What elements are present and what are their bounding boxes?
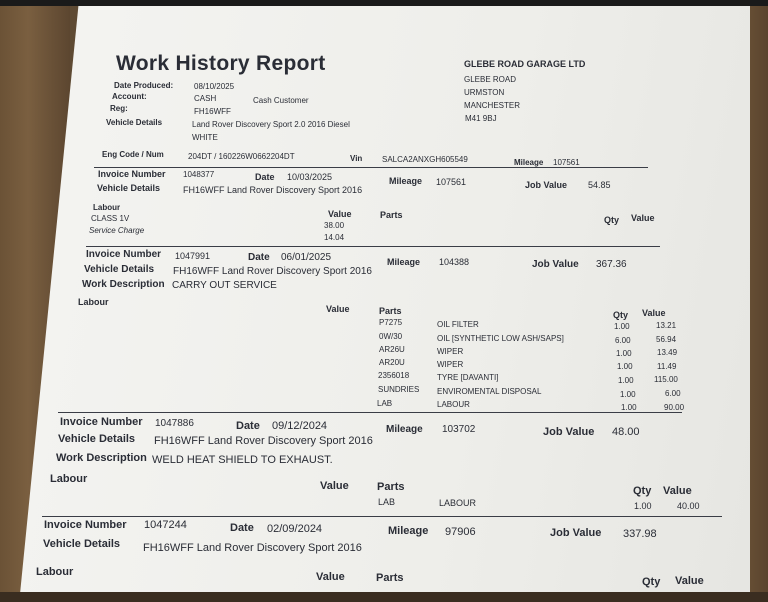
part-desc: OIL FILTER xyxy=(437,320,479,329)
part-code: AR26U xyxy=(379,345,405,354)
invoice-2-job-value: 367.36 xyxy=(596,259,627,270)
invoice-3-date-label: Date xyxy=(236,420,260,432)
part-code: SUNDRIES xyxy=(378,385,420,394)
invoice-1-number: 1048377 xyxy=(183,170,215,179)
invoice-3-labour-label: Labour xyxy=(50,473,88,485)
part-code: P7275 xyxy=(379,318,403,327)
garage-address-line3: MANCHESTER xyxy=(464,101,521,110)
invoice-4-vehicle-label: Vehicle Details xyxy=(43,538,121,550)
invoice-3-number: 1047886 xyxy=(155,418,194,429)
part-qty: 1.00 xyxy=(620,390,636,399)
invoice-3-part-value: 40.00 xyxy=(677,501,700,511)
invoice-3-work-desc: WELD HEAT SHIELD TO EXHAUST. xyxy=(152,454,333,466)
invoice-1-labour-label: Labour xyxy=(93,203,121,212)
part-code: 0W/30 xyxy=(379,332,403,341)
invoice-2-date: 06/01/2025 xyxy=(281,252,332,263)
bottom-bar xyxy=(0,592,768,602)
report-title: Work History Report xyxy=(116,52,326,75)
invoice-2-rule xyxy=(86,246,660,247)
part-code: 2356018 xyxy=(378,371,410,380)
invoice-3-mileage-label: Mileage xyxy=(386,424,423,435)
invoice-2-parts-header: Parts xyxy=(379,306,402,316)
invoice-2-number-label: Invoice Number xyxy=(86,249,162,260)
invoice-3-number-label: Invoice Number xyxy=(60,416,143,428)
invoice-3-job-value-label: Job Value xyxy=(543,426,595,438)
invoice-1-job-value-label: Job Value xyxy=(525,180,568,190)
invoice-3-part-qty: 1.00 xyxy=(634,501,652,511)
invoice-2-vehicle-label: Vehicle Details xyxy=(84,264,155,275)
part-qty: 1.00 xyxy=(616,349,632,358)
vin-label: Vin xyxy=(350,154,363,163)
invoice-4-date: 02/09/2024 xyxy=(267,523,323,535)
invoice-2-vehicle: FH16WFF Land Rover Discovery Sport 2016 xyxy=(173,266,372,277)
part-desc: WIPER xyxy=(437,347,464,356)
invoice-3-part-code: LAB xyxy=(378,497,396,507)
invoice-3-part-desc: LABOUR xyxy=(439,498,477,508)
eng-code-label: Eng Code / Num xyxy=(102,150,164,159)
invoice-4-mileage: 97906 xyxy=(445,526,476,538)
part-value: 6.00 xyxy=(665,389,681,398)
invoice-1-number-label: Invoice Number xyxy=(98,169,166,179)
part-value: 13.49 xyxy=(657,348,678,357)
part-qty: 1.00 xyxy=(614,322,630,331)
part-code: AR20U xyxy=(379,358,405,367)
part-qty: 1.00 xyxy=(618,376,634,385)
part-desc: TYRE [DAVANTI] xyxy=(437,373,499,382)
part-value: 13.21 xyxy=(656,321,677,330)
invoice-4-rule xyxy=(42,516,722,517)
date-produced-label: Date Produced: xyxy=(114,81,174,90)
invoice-3-value-header: Value xyxy=(320,480,349,492)
part-value: 56.94 xyxy=(656,335,677,344)
garage-address-line2: URMSTON xyxy=(464,88,505,97)
invoice-1-parts-header: Parts xyxy=(380,210,403,220)
invoice-4-mileage-label: Mileage xyxy=(388,525,429,537)
invoice-4-qty-header: Qty xyxy=(642,576,661,588)
invoice-1-job-value: 54.85 xyxy=(588,180,611,190)
part-qty: 6.00 xyxy=(615,336,631,345)
invoice-3-work-desc-label: Work Description xyxy=(56,452,147,464)
invoice-1-labour-value: 38.00 xyxy=(324,221,345,230)
invoice-1-mileage: 107561 xyxy=(436,177,467,187)
invoice-2-qty-header: Qty xyxy=(613,310,629,320)
invoice-1-vehicle-label: Vehicle Details xyxy=(97,183,161,193)
invoice-3-qty-header: Qty xyxy=(633,485,652,497)
invoice-1-date: 10/03/2025 xyxy=(287,172,333,182)
part-value: 90.00 xyxy=(664,403,685,412)
garage-address-line1: GLEBE ROAD xyxy=(464,75,517,84)
invoice-2-job-value-label: Job Value xyxy=(532,259,579,270)
invoice-3-mileage: 103702 xyxy=(442,424,476,435)
part-desc: OIL [SYNTHETIC LOW ASH/SAPS] xyxy=(437,334,564,343)
account-value: CASH xyxy=(194,94,217,103)
invoice-4-number-label: Invoice Number xyxy=(44,519,127,531)
invoice-4-labour-label: Labour xyxy=(36,566,74,578)
invoice-4-date-label: Date xyxy=(230,522,254,534)
reg-value: FH16WFF xyxy=(194,107,231,116)
invoice-1-date-label: Date xyxy=(255,172,275,182)
invoice-2-labour-label: Labour xyxy=(78,297,109,307)
invoice-1-vehicle: FH16WFF Land Rover Discovery Sport 2016 xyxy=(183,185,363,195)
invoice-1-value-col-header: Value xyxy=(631,213,655,223)
header-mileage-value: 107561 xyxy=(553,158,580,167)
invoice-3-vehicle: FH16WFF Land Rover Discovery Sport 2016 xyxy=(154,435,373,447)
invoice-3-parts-header: Parts xyxy=(377,481,405,493)
vehicle-colour: WHITE xyxy=(192,133,218,142)
part-code: LAB xyxy=(377,399,393,408)
invoice-2-work-desc-label: Work Description xyxy=(82,279,165,290)
part-qty: 1.00 xyxy=(621,403,637,412)
invoice-1-labour-value2: 14.04 xyxy=(324,233,345,242)
garage-name: GLEBE ROAD GARAGE LTD xyxy=(464,59,586,69)
invoice-3-vehicle-label: Vehicle Details xyxy=(58,433,136,445)
invoice-4-vehicle: FH16WFF Land Rover Discovery Sport 2016 xyxy=(143,542,362,554)
invoice-1-rule xyxy=(94,167,648,168)
invoice-4-number: 1047244 xyxy=(144,519,187,531)
part-desc: ENVIROMENTAL DISPOSAL xyxy=(437,387,542,396)
invoice-2-value-header: Value xyxy=(326,304,350,314)
invoice-1-labour-code: CLASS 1V xyxy=(91,214,130,223)
invoice-2-number: 1047991 xyxy=(175,251,211,261)
date-produced-value: 08/10/2025 xyxy=(194,82,235,91)
vehicle-details-value: Land Rover Discovery Sport 2.0 2016 Diesel xyxy=(192,120,350,129)
invoice-2-work-desc: CARRY OUT SERVICE xyxy=(172,280,277,291)
reg-label: Reg: xyxy=(110,104,128,113)
invoice-2-date-label: Date xyxy=(248,252,270,263)
invoice-3-date: 09/12/2024 xyxy=(272,420,328,432)
invoice-4-job-value-label: Job Value xyxy=(550,527,602,539)
top-bar xyxy=(0,0,768,6)
invoice-4-parts-header: Parts xyxy=(376,572,404,584)
invoice-4-value-col-header: Value xyxy=(675,575,704,587)
invoice-2-mileage-label: Mileage xyxy=(387,257,421,267)
invoice-3-value-col-header: Value xyxy=(663,485,692,497)
invoice-2-value-col-header: Value xyxy=(642,308,666,318)
part-value: 115.00 xyxy=(654,375,678,384)
header-mileage-label: Mileage xyxy=(514,158,544,167)
invoice-1-mileage-label: Mileage xyxy=(389,176,423,186)
invoice-2-mileage: 104388 xyxy=(439,257,470,267)
invoice-4-value-header: Value xyxy=(316,571,345,583)
part-desc: WIPER xyxy=(437,360,464,369)
part-qty: 1.00 xyxy=(617,362,633,371)
garage-postcode: M41 9BJ xyxy=(465,114,497,123)
account-label: Account: xyxy=(112,92,147,101)
invoice-3-job-value: 48.00 xyxy=(612,426,640,438)
invoice-1-qty-header: Qty xyxy=(604,215,620,225)
invoice-1-labour-desc: Service Charge xyxy=(89,226,145,235)
part-value: 11.49 xyxy=(657,362,677,371)
invoice-4-job-value: 337.98 xyxy=(623,528,657,540)
eng-code-value: 204DT / 160226W0662204DT xyxy=(188,152,295,161)
vehicle-details-label: Vehicle Details xyxy=(106,118,163,127)
part-desc: LABOUR xyxy=(437,400,470,409)
invoice-1-value-header: Value xyxy=(328,209,352,219)
invoice-3-rule xyxy=(58,412,682,413)
account-name: Cash Customer xyxy=(253,96,309,105)
vin-value: SALCA2ANXGH605549 xyxy=(382,155,468,164)
